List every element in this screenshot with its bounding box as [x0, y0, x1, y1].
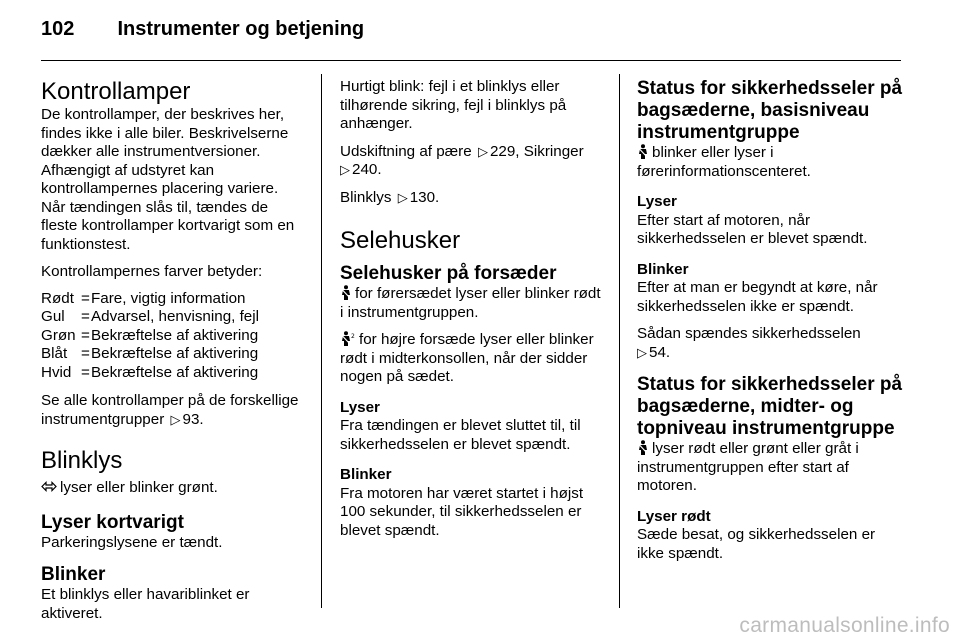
- seatbelt-icon: [637, 144, 649, 159]
- top-paragraph: [637, 440, 903, 496]
- column-divider-1: [321, 74, 322, 608]
- heading-lyser-rodt: Lyser rødt: [637, 507, 711, 525]
- seatbelt-icon: [340, 285, 352, 300]
- table-row: [41, 345, 259, 364]
- color-table: [41, 290, 259, 383]
- table-row: [41, 364, 259, 383]
- heading-blinker: Blinker: [340, 466, 392, 483]
- equals-sign: =: [81, 308, 90, 325]
- reference-link[interactable]: 130.: [409, 188, 440, 206]
- heading-selehusker-forsaeder: Selehusker på forsæder: [340, 263, 557, 284]
- column-2: [340, 78, 606, 540]
- color-value: Fare, vigtig information: [91, 289, 246, 307]
- lyser-rodt-paragraph: Sæde besat, og sikkerhedsselen er ikke spændt.: [637, 526, 876, 562]
- heading-status-basisniveau: Status for sikkerhedsseler på bagsæderne, basisniveau instrumentgruppe: [637, 78, 903, 143]
- page-header: [41, 18, 364, 48]
- page-reference-arrow-icon: ▷: [340, 162, 350, 177]
- heading-kontrollamper: Kontrollamper: [41, 78, 191, 105]
- udskiftning-paragraph: [340, 143, 606, 180]
- color-key: Hvid: [41, 363, 72, 381]
- forer-paragraph: [340, 285, 606, 322]
- page-reference-arrow-icon: ▷: [170, 411, 181, 427]
- heading-status-topniveau: Status for sikkerhedsseler på bagsæderne, midter- og topniveau instrumentgruppe: [637, 374, 903, 439]
- hojre-paragraph: [340, 331, 606, 387]
- page-reference-arrow-icon: ▷: [397, 189, 408, 205]
- seatbelt-icon: [637, 440, 649, 455]
- color-key: Grøn: [41, 326, 76, 344]
- hojre-text: for højre forsæde lyser eller blinker rødt i midterkonsollen, når der sidder nogen på sædet.: [340, 331, 594, 385]
- page-reference-arrow-icon: ▷: [637, 344, 647, 360]
- svg-text:2: 2: [351, 333, 355, 340]
- heading-blinker: Blinker: [41, 564, 106, 585]
- equals-sign: =: [81, 363, 90, 381]
- saadan-paragraph: [637, 325, 903, 362]
- watermark: carmanualsonline.info: [739, 614, 950, 637]
- passenger-seatbelt-icon: [340, 331, 356, 346]
- see-all-paragraph: [41, 392, 305, 429]
- lyser-paragraph: Fra tændingen er blevet sluttet til, til sikkerhedsselen er blevet spændt.: [340, 417, 581, 453]
- udskiftning-text: Udskiftning af pære: [340, 142, 472, 160]
- color-value: Bekræftelse af aktivering: [91, 363, 259, 381]
- blinklys-text: lyser eller blinker grønt.: [60, 479, 218, 496]
- basis-text: blinker eller lyser i førerinformationscenteret.: [637, 144, 811, 180]
- heading-lyser-kortvarigt: Lyser kortvarigt: [41, 511, 184, 533]
- equals-sign: =: [81, 326, 90, 344]
- reference-link[interactable]: 93.: [182, 410, 204, 428]
- forer-text: for førersædet lyser eller blinker rødt i instrumentgruppen.: [340, 285, 601, 321]
- color-value: Advarsel, henvisning, fejl: [91, 308, 259, 325]
- table-row: [41, 308, 259, 327]
- blinklys-text: Blinklys: [340, 188, 392, 206]
- header-divider: [41, 60, 901, 61]
- column-1: [41, 78, 305, 623]
- column-divider-2: [619, 74, 620, 608]
- heading-lyser: Lyser: [340, 398, 380, 416]
- color-value: Bekræftelse af aktivering: [91, 345, 259, 362]
- color-key: Blåt: [41, 345, 68, 362]
- column-3: [637, 78, 903, 563]
- heading-blinklys: Blinklys: [41, 447, 123, 474]
- equals-sign: =: [81, 345, 90, 362]
- color-key: Gul: [41, 308, 65, 325]
- color-value: Bekræftelse af aktivering: [91, 326, 259, 344]
- heading-selehusker: Selehusker: [340, 227, 461, 254]
- table-row: [41, 327, 259, 346]
- saadan-text: Sådan spændes sikkerhedsselen: [637, 325, 861, 342]
- page-reference-arrow-icon: ▷: [477, 143, 488, 159]
- hurtigt-blink-paragraph: Hurtigt blink: fejl i et blinklys eller tilhørende sikring, fejl i blinklys på anhænger.: [340, 78, 567, 132]
- color-key: Rødt: [41, 289, 74, 307]
- lyser-paragraph: Efter start af motoren, når sikkerhedsselen er blevet spændt.: [637, 211, 868, 247]
- blinker-paragraph: Et blinklys eller havariblinket er aktiveret.: [41, 586, 250, 622]
- top-text: lyser rødt eller grønt eller gråt i instrumentgruppen efter start af motoren.: [637, 440, 859, 494]
- intro-paragraph: De kontrollamper, der beskrives her, findes ikke i alle biler. Beskrivelserne dækker alle instrumentversioner. Afhængigt af udstyret kan kontrollampernes placering variere. Når tændingen slås til, tændes de fleste kontrollamper kortvarigt som en funktionstest.: [41, 106, 295, 253]
- heading-lyser: Lyser: [637, 193, 677, 210]
- blinker-paragraph: Fra motoren har været startet i højst 100 sekunder, til sikkerhedsselen er blevet spændt.: [340, 484, 584, 539]
- blinker-paragraph: Efter at man er begyndt at køre, når sikkerhedsselen ikke er spændt.: [637, 279, 878, 315]
- turn-signal-icon: [41, 479, 57, 494]
- colors-intro: Kontrollampernes farver betyder:: [41, 263, 263, 280]
- page-title: Instrumenter og betjening: [117, 18, 365, 40]
- equals-sign: =: [81, 289, 90, 307]
- table-row: [41, 290, 259, 309]
- basis-paragraph: [637, 144, 903, 181]
- blinklys-paragraph: [41, 479, 305, 498]
- reference-link[interactable]: 229, Sikringer: [489, 142, 584, 160]
- see-all-text: Se alle kontrollamper på de forskellige instrumentgrupper: [41, 392, 299, 428]
- reference-link[interactable]: 54.: [649, 343, 671, 361]
- blinklys-reference: [340, 189, 606, 208]
- lyser-kortvarigt-paragraph: Parkeringslysene er tændt.: [41, 533, 223, 551]
- page-number: 102: [41, 18, 75, 40]
- heading-blinker: Blinker: [637, 260, 689, 278]
- reference-link[interactable]: 240.: [352, 161, 382, 178]
